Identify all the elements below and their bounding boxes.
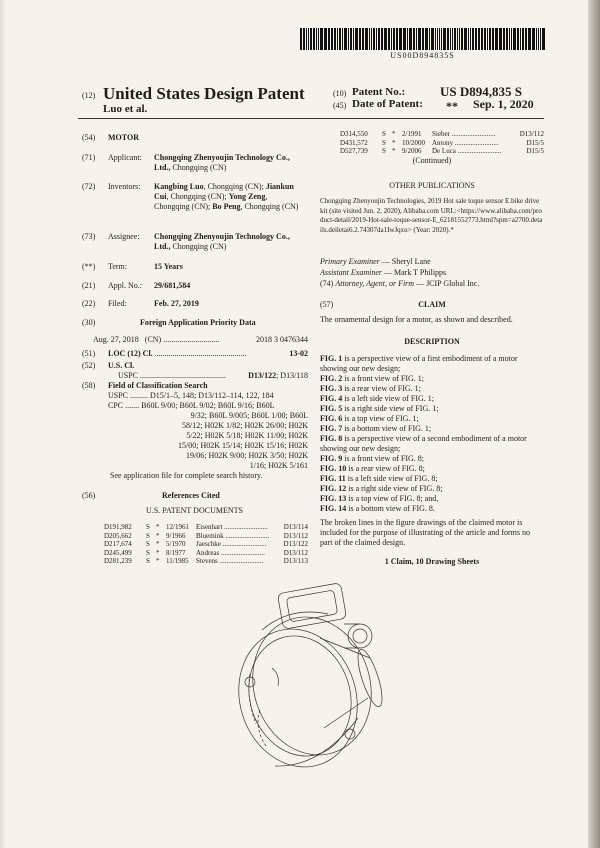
barcode-bar	[344, 28, 347, 50]
classification-line: CPC ....... B60L 9/00; B60L 9/02; B60L 9/16; B60L	[108, 401, 275, 410]
inventor-short: Luo et al.	[103, 103, 148, 115]
field-73-assignee: (73) Assignee: Chongqing Zhenyoujin Technology Co., Ltd., Chongqing (CN)	[82, 232, 290, 251]
barcode-bar	[310, 28, 312, 50]
barcode-bar	[503, 28, 505, 50]
barcode-bar	[388, 28, 390, 50]
reference-row: D245,499 S * 8/1977 Andreas ......................... D13/112	[104, 548, 308, 557]
barcode-bar	[457, 28, 458, 50]
barcode-bar	[478, 28, 480, 50]
barcode-bar	[396, 28, 398, 50]
barcode-bar	[528, 28, 531, 50]
classification-line: 9/32; B60L 9/005; B60L 1/00; B60L	[190, 411, 308, 420]
barcode-bar	[468, 28, 469, 50]
barcode-bar	[306, 28, 307, 50]
barcode-bar	[373, 28, 375, 50]
barcode-bar	[403, 28, 404, 50]
figure-description: FIG. 13 is a top view of FIG. 8; and,	[320, 494, 439, 503]
barcode-bar	[538, 28, 539, 50]
barcode-image	[300, 28, 545, 50]
barcode-bar	[404, 28, 406, 50]
barcode-bar	[429, 28, 430, 50]
barcode-bar	[334, 28, 336, 50]
barcode-bar	[439, 28, 440, 50]
barcode-bar	[496, 28, 498, 50]
barcode-bar	[303, 28, 306, 50]
barcode-bar	[393, 28, 396, 50]
classification-line: 58/12; H02K 1/82; H02K 26/00; H02K	[182, 421, 308, 430]
barcode-bar	[522, 28, 524, 50]
barcode-bar	[525, 28, 528, 50]
figure-description: FIG. 1 is a perspective view of a first embodiment of a motor showing our new design;	[320, 354, 518, 373]
classification-line: 5/22; H02K 5/18; H02K 11/00; H02K	[186, 431, 308, 440]
classification-line: 15/00; H02K 15/14; H02K 15/16; H02K	[178, 441, 308, 450]
barcode-bar	[495, 28, 496, 50]
figure-description: FIG. 6 is a top view of FIG. 1;	[320, 414, 419, 423]
barcode-bar	[536, 28, 538, 50]
barcode-bar	[391, 28, 392, 50]
figure-description: FIG. 3 is a rear view of FIG. 1;	[320, 384, 421, 393]
assistant-examiner: Assistant Examiner — Mark T Philipps	[320, 268, 447, 277]
references-table-left	[104, 523, 308, 566]
barcode-bar	[369, 28, 371, 50]
barcode-bar	[447, 28, 448, 50]
other-publications-text: Chongqing Zhenyoujin Technologies, 2019 Hot sale toque sensor E.bike drive kit (site visited Jun. 2, 2020), Alibaba.com URL:<https://www.alibaba.com/product-detail/2019-Hot-sale-toque-sensor-E_62181552773.html?spm=a2700.details.deiletai6.2.74307da1IwJqxu> (Year: 2020).*	[320, 197, 543, 234]
barcode-bar	[348, 28, 349, 50]
barcode-bar	[355, 28, 358, 50]
barcode-bar	[499, 28, 502, 50]
barcode-bar	[489, 28, 491, 50]
references-table-right	[340, 130, 544, 156]
barcode-bar	[384, 28, 387, 50]
reference-row: D205,662 S * 9/1966 Bluemink ......................... D13/112	[104, 531, 308, 540]
barcode-bar	[371, 28, 372, 50]
reference-row: D217,674 S * 5/1970 Jaeschke ......................... D13/122	[104, 540, 308, 548]
figure-description: FIG. 11 is a left side view of FIG. 8;	[320, 474, 438, 483]
barcode-bar	[511, 28, 512, 50]
barcode-bar	[422, 28, 425, 50]
barcode-bar	[492, 28, 494, 50]
patent-type-title: United States Design Patent	[103, 84, 305, 103]
barcode-bar	[461, 28, 463, 50]
barcode-bar	[532, 28, 535, 50]
figure-descriptions	[320, 354, 544, 514]
barcode-bar	[407, 28, 408, 50]
barcode-bar	[487, 28, 488, 50]
figure-description: FIG. 9 is a front view of FIG. 8;	[320, 454, 424, 463]
barcode-bar	[473, 28, 474, 50]
barcode-bar	[513, 28, 516, 50]
barcode-bar	[435, 28, 437, 50]
search-history-note: See application file for complete search history.	[110, 471, 263, 480]
barcode-bar	[399, 28, 402, 50]
reference-row: D527,739 S * 9/2006 De Luca ......................... D15/5	[340, 147, 544, 155]
priority-entry: Aug. 27, 2018 (CN) ............................ 2018 3 0476344	[93, 335, 308, 344]
barcode-bar	[509, 28, 510, 50]
claim-text: The ornamental design for a motor, as shown and described.	[320, 315, 513, 324]
field-71-applicant: (71) Applicant: Chongqing Zhenyoujin Technology Co., Ltd., Chongqing (CN)	[82, 153, 290, 172]
classification-line: 19/06; H02K 9/00; H02K 3/50; H02K	[186, 451, 308, 460]
barcode-bar	[376, 28, 377, 50]
date-marker: **	[446, 99, 458, 113]
barcode-bar	[313, 28, 315, 50]
figure-description: FIG. 14 is a bottom view of FIG. 8.	[320, 504, 435, 513]
barcode-bar	[320, 28, 323, 50]
patent-no-label: Patent No.:	[352, 86, 406, 98]
barcode-bar	[418, 28, 421, 50]
figure-description: FIG. 5 is a right side view of FIG. 1;	[320, 404, 439, 413]
barcode-bar	[506, 28, 509, 50]
barcode-bar	[484, 28, 487, 50]
barcode-bar	[359, 28, 362, 50]
barcode-bar	[472, 28, 473, 50]
figure-description: FIG. 10 is a rear view of FIG. 8;	[320, 464, 425, 473]
barcode-bar	[413, 28, 416, 50]
barcode-bar	[443, 28, 446, 50]
barcode-bar	[331, 28, 333, 50]
barcode-bar	[459, 28, 461, 50]
barcode-bar	[316, 28, 317, 50]
code-45: (45)	[333, 101, 347, 110]
code-10: (10)	[333, 89, 347, 98]
classification-line: USPC ......... D15/1–5, 148; D13/112–114, 122, 184	[108, 391, 274, 400]
barcode-bar	[454, 28, 456, 50]
claim-heading: CLAIM	[418, 300, 446, 309]
barcode-bar	[365, 28, 368, 50]
barcode-bar	[324, 28, 327, 50]
claims-count: 1 Claim, 10 Drawing Sheets	[384, 557, 480, 566]
other-publications-heading: OTHER PUBLICATIONS	[389, 181, 475, 190]
code-12: (12)	[82, 91, 96, 100]
barcode-bar	[450, 28, 451, 50]
continued-note: (Continued)	[412, 156, 452, 165]
reference-row: D314,550 S * 2/1991 Sieber ......................... D13/112	[340, 130, 544, 138]
reference-row: D281,239 S * 11/1985 Stevens ......................... D13/113	[104, 557, 308, 565]
barcode-bar	[300, 28, 302, 50]
header-divider	[78, 118, 544, 119]
barcode-bar	[337, 28, 339, 50]
barcode-bar	[542, 28, 545, 50]
barcode-bar	[362, 28, 364, 50]
attorney: (74) Attorney, Agent, or Firm — JCIP Global Inc.	[320, 279, 480, 288]
field-72-inventors: (72) Inventors: Kangbing Luo, Chongqing (CN); Jiankun Cui, Chongqing (CN); Yong Zeng, Chongqing (CN); Bo Peng, Chongqing (CN)	[82, 182, 299, 211]
page-edge-right	[588, 0, 600, 848]
claim-code: (57)	[320, 300, 334, 309]
barcode-bar	[470, 28, 471, 50]
barcode-bar	[409, 28, 412, 50]
barcode-bar	[437, 28, 438, 50]
barcode-bar	[517, 28, 520, 50]
barcode-bar	[308, 28, 309, 50]
barcode-bar	[431, 28, 434, 50]
description-heading: DESCRIPTION	[404, 337, 460, 346]
barcode-bar	[448, 28, 449, 50]
figure-description: FIG. 7 is a bottom view of FIG. 1;	[320, 424, 432, 433]
figure-description: FIG. 8 is a perspective view of a second embodiment of a motor showing our new design;	[320, 434, 527, 453]
motor-perspective-drawing	[220, 578, 390, 778]
figure-description: FIG. 4 is a left side view of FIG. 1;	[320, 394, 434, 403]
barcode-bar	[481, 28, 483, 50]
broken-lines-note: The broken lines in the figure drawings of the claimed motor is included for the purpose of illustrating of the article and forms no part of the claimed design.	[320, 518, 530, 547]
reference-row: D431,572 S * 10/2000 Antony ......................... D15/5	[340, 138, 544, 147]
barcode-bar	[381, 28, 384, 50]
barcode-bar	[328, 28, 331, 50]
barcode-bar	[464, 28, 467, 50]
field-52-uscl: (52) U.S. Cl. USPC ........................................... D13/122 ; D13/118	[82, 361, 308, 380]
reference-row: D191,982 S * 12/1961 Eisenhart ......................... D13/114	[104, 523, 308, 531]
patent-number: US D894,835 S	[440, 84, 522, 99]
barcode-bar	[441, 28, 442, 50]
classification-lines	[108, 391, 308, 471]
barcode-bar	[416, 28, 417, 50]
us-patent-docs-heading: U.S. PATENT DOCUMENTS	[146, 506, 243, 515]
barcode-bar	[475, 28, 477, 50]
classification-line: 1/16; H02K 5/161	[249, 461, 308, 470]
figure-description: FIG. 2 is a front view of FIG. 1;	[320, 374, 424, 383]
barcode-bar	[540, 28, 541, 50]
date-label: Date of Patent:	[352, 98, 423, 110]
primary-examiner: Primary Examiner — Sheryl Lane	[320, 257, 431, 266]
barcode-bar	[425, 28, 428, 50]
barcode-bar	[318, 28, 320, 50]
barcode-bar	[452, 28, 453, 50]
barcode-bar	[520, 28, 521, 50]
barcode-bar	[342, 28, 343, 50]
barcode-bar	[339, 28, 341, 50]
patent-date: Sep. 1, 2020	[473, 97, 534, 111]
barcode-number: US00D894835S	[390, 51, 455, 60]
figure-description: FIG. 12 is a right side view of FIG. 8;	[320, 484, 443, 493]
barcode-bar	[353, 28, 354, 50]
barcode-bar	[378, 28, 380, 50]
barcode-bar	[350, 28, 353, 50]
page-edge-left	[0, 0, 6, 848]
